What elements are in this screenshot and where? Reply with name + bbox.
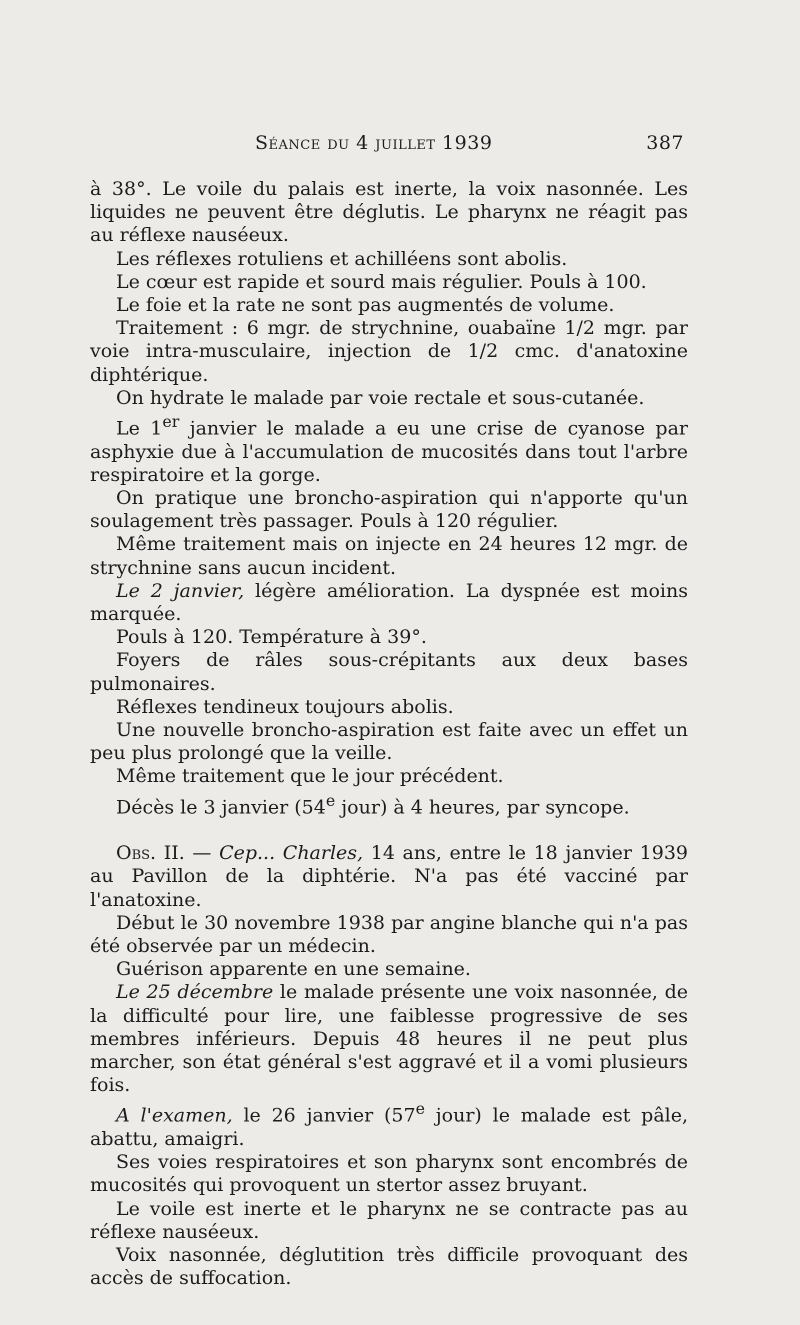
paragraph (90, 410, 688, 487)
superscript: e (415, 1099, 425, 1119)
text-run: 14 ans, entre le 18 janvier 1939 au Pavillon de la diphtérie. N'a pas été vacciné par l'anatoxine. (90, 842, 689, 911)
paragraph: Même traitement mais on injecte en 24 heures 12 mgr. de strychnine sans aucun incident. (90, 533, 688, 579)
italic-run: A l'examen, (116, 1104, 233, 1127)
paragraph: Même traitement que le jour précédent. (116, 765, 504, 788)
paragraph: Début le 30 novembre 1938 par angine blanche qui n'a pas été observée par un médecin. (90, 911, 688, 957)
paragraph: Traitement : 6 mgr. de strychnine, ouabaïne 1/2 mgr. par voie intra-musculaire, injection de 1/2 cmc. d'anatoxine diphtérique. (90, 317, 688, 386)
paragraph: Guérison apparente en une semaine. (116, 958, 471, 981)
italic-run: Le 2 janvier, (116, 579, 245, 602)
text-run: Le 1 (116, 417, 163, 440)
paragraph: Voix nasonnée, déglutition très difficile provoquant des accès de suffocation. (90, 1243, 688, 1290)
text-run: jour) à 4 heures, par syncope. (335, 795, 630, 818)
paragraph (90, 1097, 688, 1151)
paragraph: On hydrate le malade par voie rectale et sous-cutanée. (116, 386, 645, 409)
paragraph: On pratique une broncho-aspiration qui n'apporte qu'un soulagement très passager. Pouls à 120 régulier. (90, 486, 688, 533)
paragraph (90, 580, 688, 626)
dash: — (184, 842, 220, 865)
paragraph: Foyers de râles sous-crépitants aux deux bases pulmonaires. (90, 649, 688, 695)
patient-name: Cep... Charles, (219, 842, 364, 865)
paragraph: Pouls à 120. Température à 39°. (116, 626, 427, 649)
text-run: le malade présente une voix nasonnée, de la difficulté pour lire, une faiblesse progressive de ses membres inférieurs. Depuis 48 heures il ne peut plus marcher, son état général s'est aggravé et il a vomi plusieurs fois. (90, 981, 689, 1097)
observation-label: Obs. II. (116, 842, 185, 865)
superscript: e (325, 790, 336, 810)
paragraph: Les réflexes rotuliens et achilléens sont abolis. (116, 247, 568, 270)
paragraph: Ses voies respiratoires et son pharynx sont encombrés de mucosités qui provoquent un stertor assez bruyant. (90, 1151, 688, 1197)
text-run: légère amélioration. La dyspnée est moins marquée. (90, 579, 688, 625)
running-title: Séance du 4 juillet 1939 (255, 132, 493, 154)
paragraph: Une nouvelle broncho-aspiration est faite avec un effet un peu plus prolongé que la veille. (90, 719, 688, 765)
body-text (90, 178, 688, 1290)
italic-run: Le 25 décembre (116, 981, 274, 1004)
paragraph: Le voile est inerte et le pharynx ne se contracte pas au réflexe nauséeux. (90, 1197, 688, 1243)
page-number: 387 (646, 132, 684, 154)
paragraph (90, 789, 688, 820)
text-run: le 26 janvier (57 (232, 1104, 416, 1127)
paragraph: Le foie et la rate ne sont pas augmentés de volume. (116, 294, 615, 317)
paragraph: Réflexes tendineux toujours abolis. (116, 695, 454, 718)
text-run: Décès le 3 janvier (54 (116, 795, 326, 818)
paragraph: à 38°. Le voile du palais est inerte, la voix nasonnée. Les liquides ne peuvent être déglutis. Le pharynx ne réagit pas au réflexe nauséeux. (90, 178, 688, 247)
text-run: janvier le malade a eu une crise de cyanose par asphyxie due à l'accumulation de mucosités dans tout l'arbre respiratoire et la gorge. (90, 417, 689, 486)
superscript: er (162, 412, 180, 432)
text-run: jour) le malade est pâle, abattu, amaigri. (90, 1104, 689, 1150)
observation-heading-paragraph (90, 842, 688, 912)
paragraph (90, 981, 688, 1097)
paragraph: Le cœur est rapide et sourd mais régulier. Pouls à 100. (116, 270, 647, 293)
